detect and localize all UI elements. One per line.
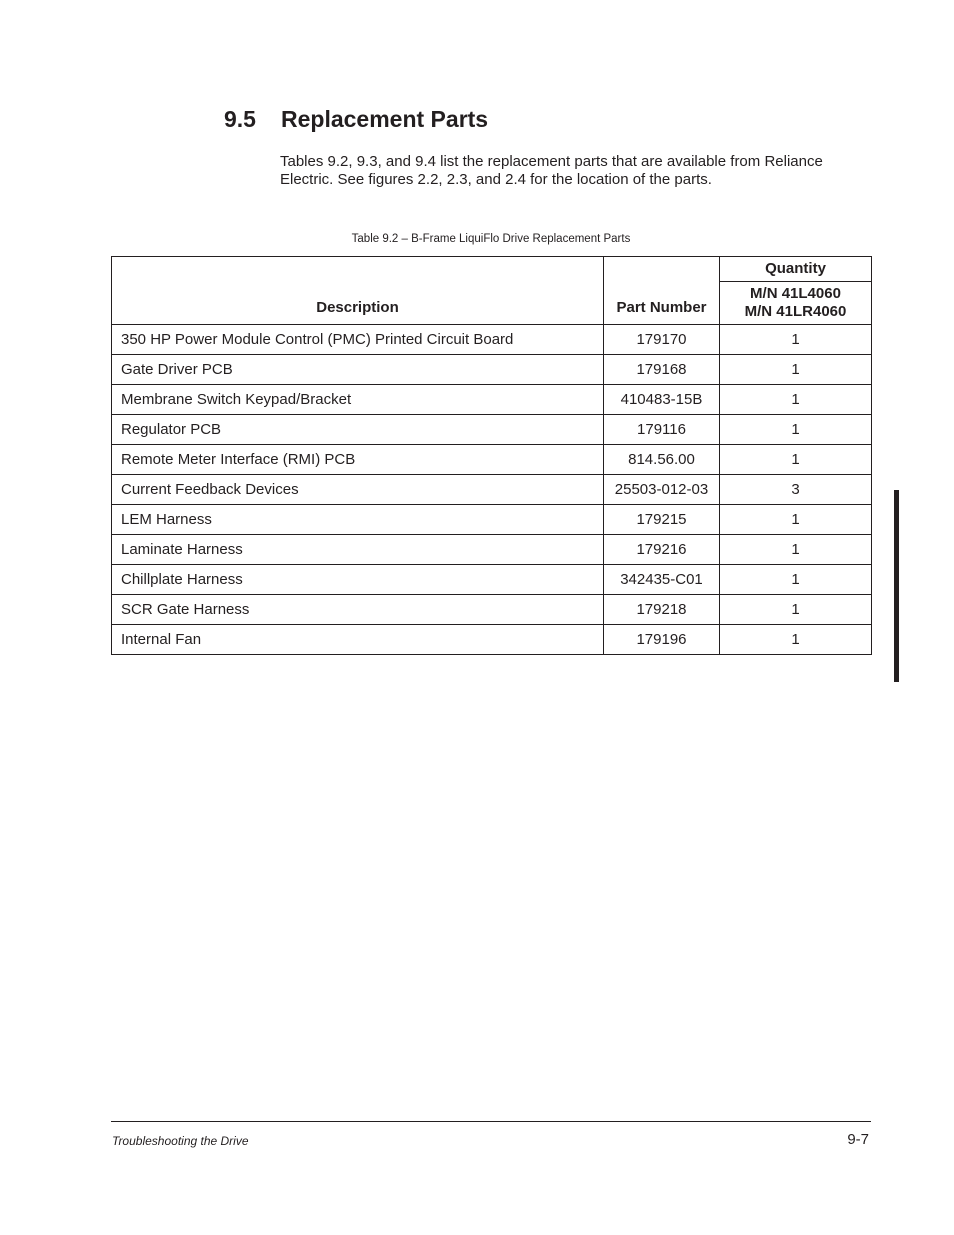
cell-quantity: 1 <box>720 625 872 655</box>
table-header <box>112 257 872 325</box>
header-quantity: Quantity <box>720 257 872 282</box>
header-model-numbers <box>720 282 872 325</box>
cell-part-number: 179216 <box>604 535 720 565</box>
header-part-number: Part Number <box>604 257 720 325</box>
cell-description: Regulator PCB <box>112 415 604 445</box>
cell-quantity: 1 <box>720 595 872 625</box>
cell-quantity: 1 <box>720 385 872 415</box>
cell-quantity: 1 <box>720 415 872 445</box>
table-row <box>112 535 872 565</box>
table-caption: Table 9.2 – B-Frame LiquiFlo Drive Replacement Parts <box>351 233 631 245</box>
cell-part-number: 179218 <box>604 595 720 625</box>
cell-part-number: 25503-012-03 <box>604 475 720 505</box>
cell-description: Chillplate Harness <box>112 565 604 595</box>
table-body <box>112 325 872 655</box>
table-row <box>112 625 872 655</box>
cell-description: LEM Harness <box>112 505 604 535</box>
table-row <box>112 475 872 505</box>
intro-paragraph: Tables 9.2, 9.3, and 9.4 list the replacement parts that are available from Reliance Electric. See figures 2.2, 2.3, and 2.4 for the location of the parts. <box>280 153 823 188</box>
cell-quantity: 1 <box>720 565 872 595</box>
section-heading <box>224 103 488 135</box>
cell-part-number: 342435-C01 <box>604 565 720 595</box>
section-number: 9.5 <box>224 106 256 132</box>
cell-description: Current Feedback Devices <box>112 475 604 505</box>
cell-part-number: 179215 <box>604 505 720 535</box>
footer-chapter-title: Troubleshooting the Drive <box>112 1134 249 1148</box>
table-row <box>112 505 872 535</box>
cell-part-number: 410483-15B <box>604 385 720 415</box>
revision-change-bar <box>894 490 899 682</box>
footer-divider <box>111 1121 871 1122</box>
header-model-line1: M/N 41L4060 <box>750 285 841 302</box>
table-row <box>112 385 872 415</box>
cell-description: Internal Fan <box>112 625 604 655</box>
footer-page-number: 9-7 <box>847 1131 869 1148</box>
cell-description: Gate Driver PCB <box>112 355 604 385</box>
cell-description: Remote Meter Interface (RMI) PCB <box>112 445 604 475</box>
cell-part-number: 179116 <box>604 415 720 445</box>
cell-description: Laminate Harness <box>112 535 604 565</box>
cell-description: SCR Gate Harness <box>112 595 604 625</box>
cell-quantity: 1 <box>720 325 872 355</box>
cell-description: 350 HP Power Module Control (PMC) Printed Circuit Board <box>112 325 604 355</box>
cell-part-number: 179170 <box>604 325 720 355</box>
table-row <box>112 595 872 625</box>
header-description: Description <box>112 257 604 325</box>
cell-part-number: 179196 <box>604 625 720 655</box>
cell-quantity: 1 <box>720 445 872 475</box>
table-row <box>112 415 872 445</box>
cell-quantity: 1 <box>720 505 872 535</box>
replacement-parts-table <box>111 256 872 655</box>
cell-quantity: 1 <box>720 535 872 565</box>
table-row <box>112 565 872 595</box>
table-row <box>112 355 872 385</box>
table-row <box>112 325 872 355</box>
cell-quantity: 1 <box>720 355 872 385</box>
section-title: Replacement Parts <box>281 106 489 132</box>
header-model-line2: M/N 41LR4060 <box>744 303 847 320</box>
cell-part-number: 179168 <box>604 355 720 385</box>
cell-part-number: 814.56.00 <box>604 445 720 475</box>
cell-description: Membrane Switch Keypad/Bracket <box>112 385 604 415</box>
cell-quantity: 3 <box>720 475 872 505</box>
table-row <box>112 445 872 475</box>
